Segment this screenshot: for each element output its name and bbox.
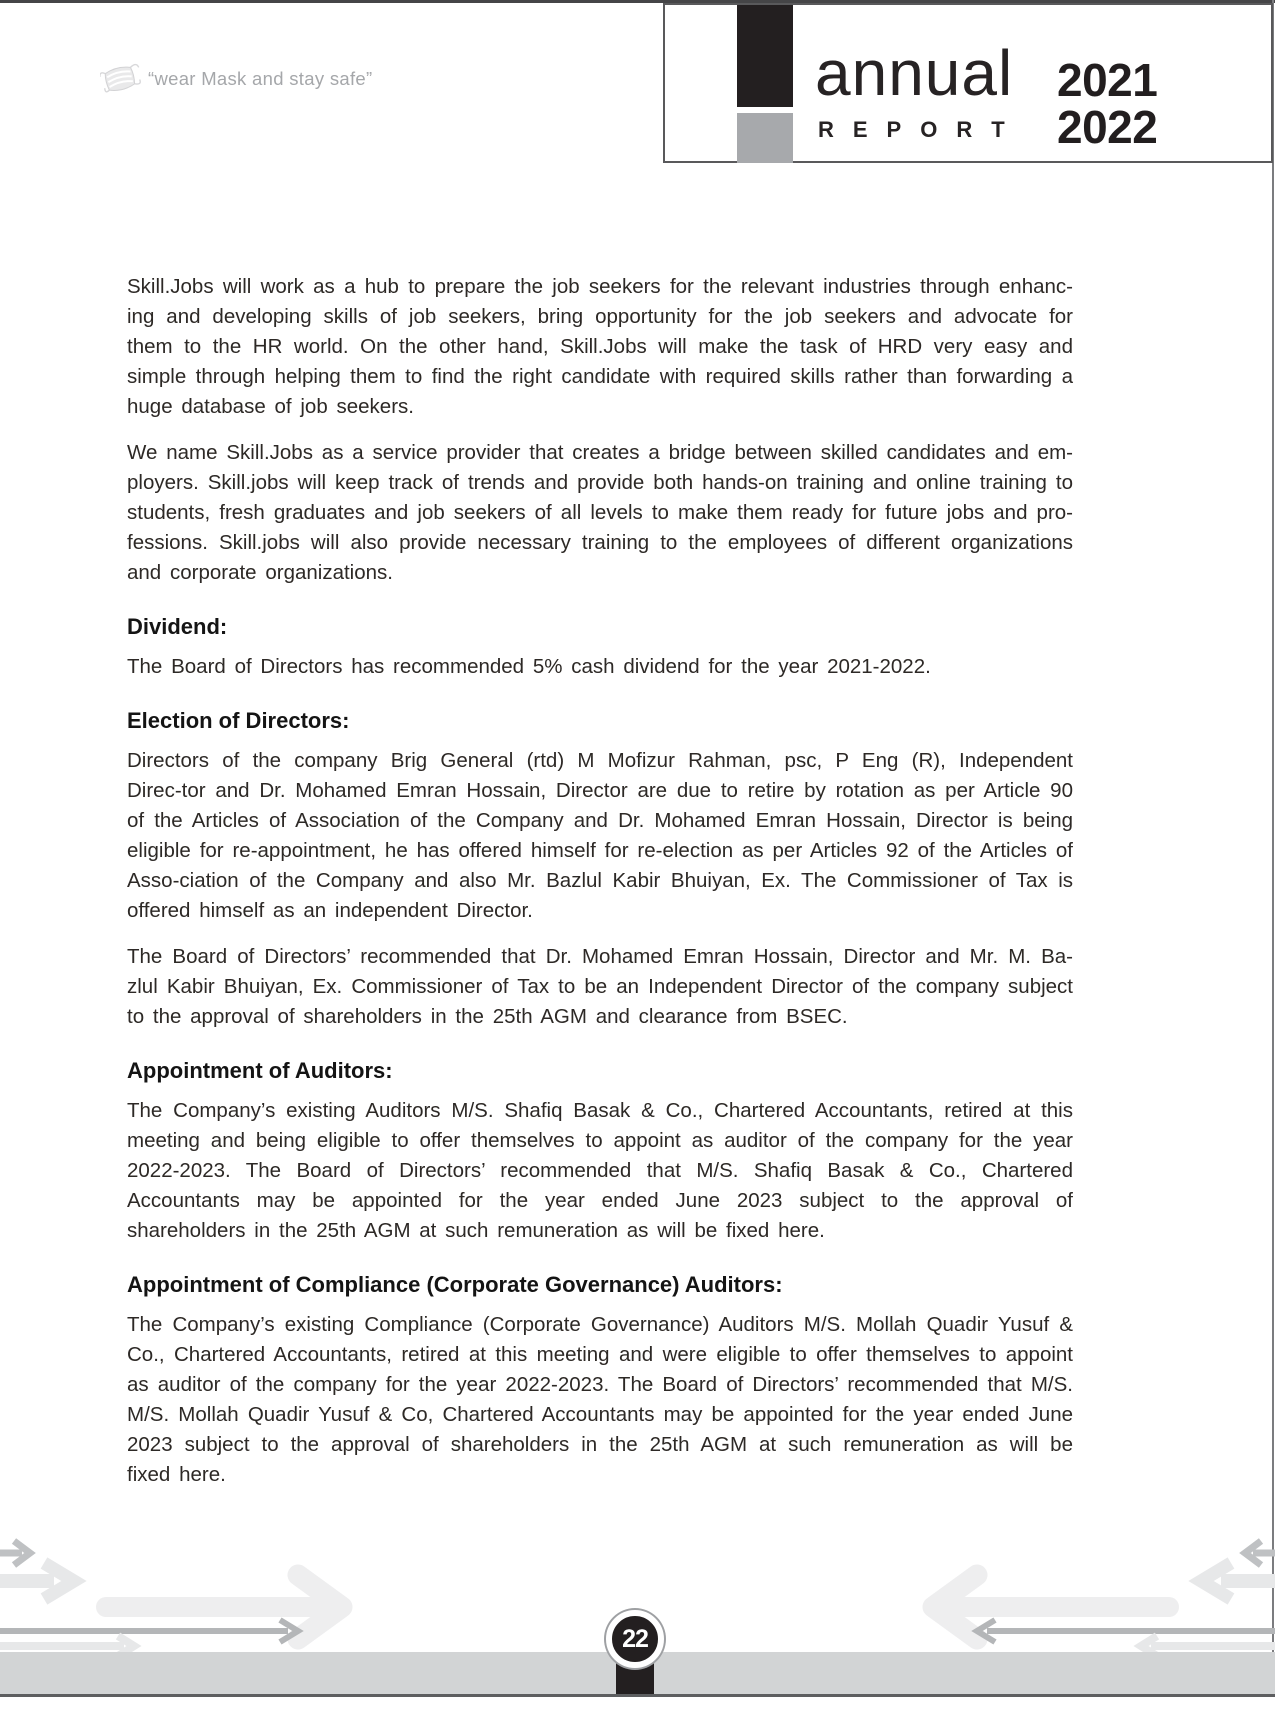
body-paragraph: We name Skill.Jobs as a service provider that creates a bridge between skilled candidates and em-ployers. Skill.jobs will keep track of trends and provide both hands-on training and online training to students, fresh graduates and job seekers of all levels to make them ready for future jobs and pro-fessions. Skill.jobs will also provide necessary training to the employees of different organizations and corporate organizations. [127, 441, 1073, 584]
decor-arrows-right-icon [875, 1515, 1275, 1665]
body-paragraph: The Board of Directors has recommended 5% cash dividend for the year 2021-2022. [127, 655, 931, 678]
body-paragraph: The Company’s existing Auditors M/S. Shafiq Basak & Co., Chartered Accountants, retired at this meeting and being eligible to offer themselves to appoint as auditor of the company for the year 2022-2023. The Board of Directors’ recommended that M/S. Shafiq Basak & Co., Chartered Accountants may be appointed for the year ended June 2023 subject to the approval of shareholders in the 25th AGM at such remuneration as will be fixed here. [127, 1099, 1073, 1242]
page-number-text: 22 [622, 1625, 648, 1653]
logo-subtitle: REPORT [818, 117, 1024, 142]
section-heading: Appointment of Compliance (Corporate Governance) Auditors: [127, 1272, 783, 1297]
body-paragraph: The Board of Directors’ recommended that Dr. Mohamed Emran Hossain, Director and Mr. M. Ba-zlul Kabir Bhuiyan, Ex. Commissioner of Tax to be an Independent Director of the company subject to the approval of shareholders in the 25th AGM and clearance from BSEC. [127, 945, 1073, 1028]
logo-year-bottom: 2022 [1057, 101, 1158, 153]
body-paragraph: The Company’s existing Compliance (Corporate Governance) Auditors M/S. Mollah Quadir Yusuf & Co., Chartered Accountants, retired at this meeting and were eligible to offer themselves to appoint as auditor of the company for the year 2022-2023. The Board of Directors’ recommended that M/S. M/S. Mollah Quadir Yusuf & Co, Chartered Accountants may be appointed for the year ended June 2023 subject to the approval of shareholders in the 25th AGM at such remuneration as will be fixed here. [127, 1313, 1073, 1486]
section-heading: Election of Directors: [127, 708, 350, 733]
mask-note [100, 60, 372, 98]
section-heading: Appointment of Auditors: [127, 1058, 393, 1083]
page-number-badge [606, 1610, 664, 1668]
body-paragraph: Skill.Jobs will work as a hub to prepare the job seekers for the relevant industries through enhanc-ing and developing skills of job seekers, bring opportunity for the job seekers and advocate for them to the HR world. On the other hand, Skill.Jobs will make the task of HRD very easy and simple through helping them to find the right candidate with required skills rather than forwarding a huge database of job seekers. [127, 275, 1073, 418]
body-paragraph: Directors of the company Brig General (rtd) M Mofizur Rahman, psc, P Eng (R), Independent Direc-tor and Dr. Mohamed Emran Hossain, Director are due to retire by rotation as per Article 90 of the Articles of Association of the Company and Dr. Mohamed Emran Hossain, Director is being eligible for re-appointment, he has offered himself for re-election as per Articles 92 of the Articles of Asso-ciation of the Company and also Mr. Bazlul Kabir Bhuiyan, Ex. The Commissioner of Tax is offered himself as an independent Director. [127, 749, 1073, 922]
section-heading: Dividend: [127, 614, 228, 639]
footer-bottom-line [0, 1694, 1275, 1697]
decor-arrows-left-icon [0, 1515, 400, 1665]
logo-years [1057, 54, 1158, 153]
mask-note-text: “wear Mask and stay safe” [148, 68, 373, 89]
logo-gray-rectangle [737, 113, 793, 163]
logo-black-rectangle [737, 5, 793, 107]
page-content [127, 272, 1073, 1506]
logo-year-top: 2021 [1057, 54, 1158, 106]
logo-title: annual [815, 37, 1014, 109]
face-mask-icon [100, 60, 142, 98]
report-logo [663, 3, 1273, 163]
page-right-border [1272, 0, 1274, 1652]
